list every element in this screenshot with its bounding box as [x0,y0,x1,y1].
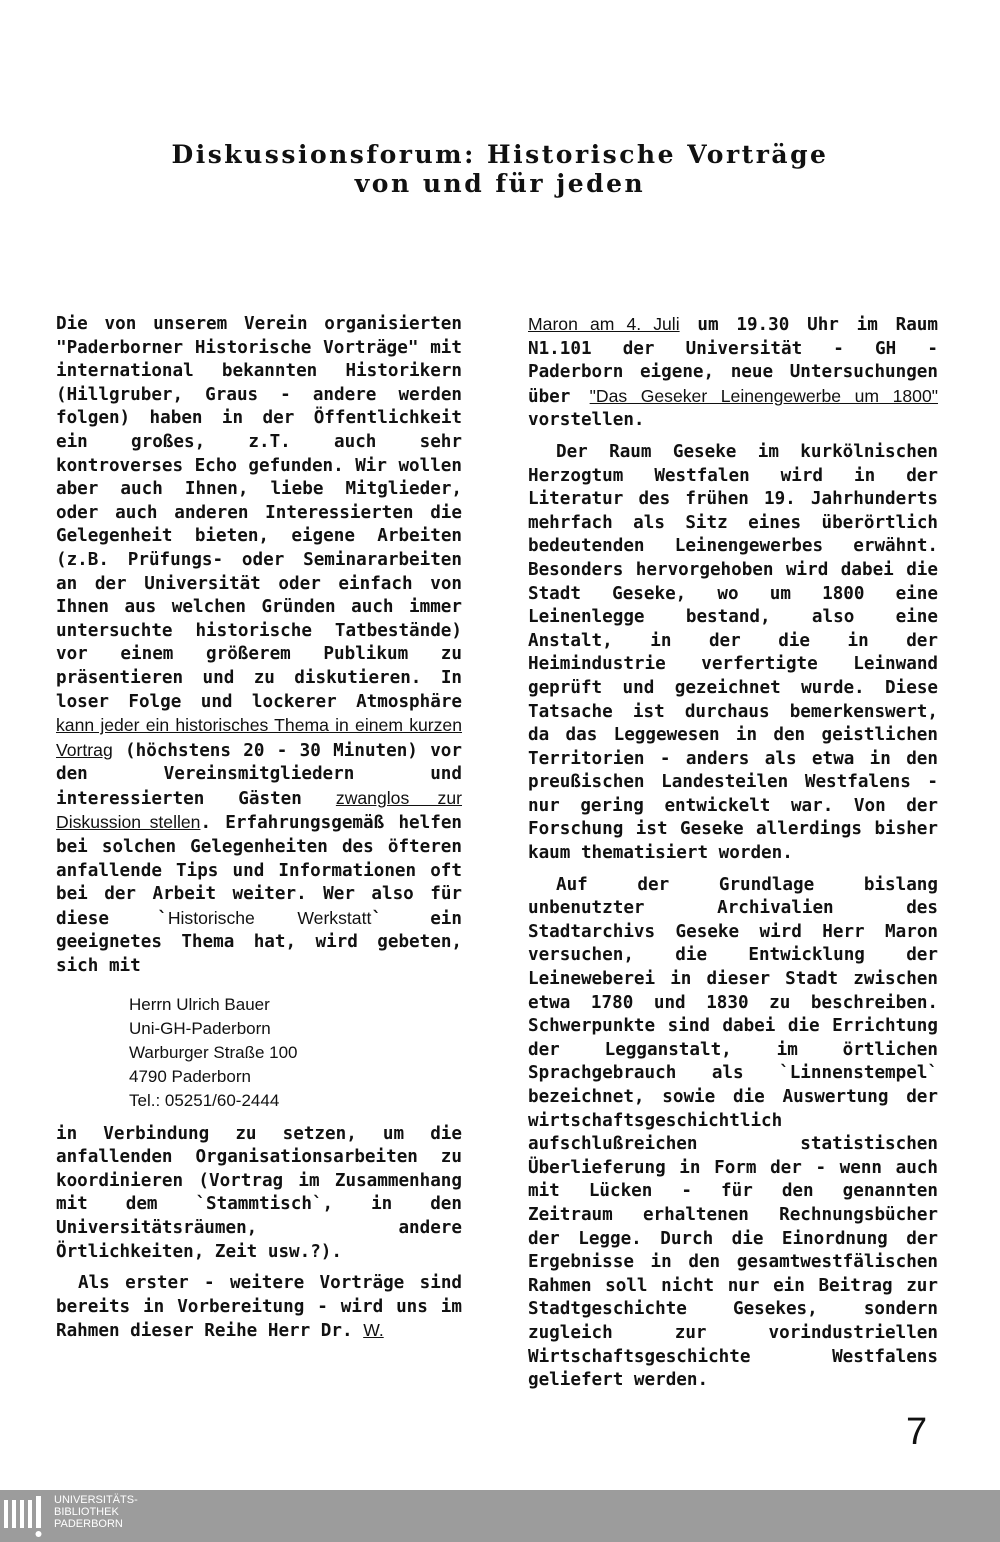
intro-paragraph [56,313,462,979]
historische-werkstatt-term: Historische Werkstatt [167,907,372,928]
contact-institution: Uni-GH-Paderborn [129,1018,271,1038]
article-title-line-2: von und für jeden [354,169,646,198]
talk-date-underlined: Maron am 4. Juli [528,314,680,334]
first-talk-paragraph [56,1272,462,1344]
talk-announcement-text-1: um 19.30 Uhr im Raum N1.101 der Universität - GH - Paderborn eigene, neue Untersuchungen über [528,315,938,407]
contact-name: Herrn Ulrich Bauer [129,994,270,1014]
library-label-line-1: UNIVERSITÄTS- [54,1494,138,1506]
geseke-background-paragraph: Der Raum Geseke im kurkölnischen Herzogtum Westfalen wird in der Literatur des frühen 19. Jahrhunderts mehrfach als Sitz eines überörtlich bedeutenden Leinengewerbes erwähnt. Besonders hervorgehoben wird dabei die Stadt Geseke, wo um 1800 eine Leinenlegge bestand, also eine Anstalt, in der die in der Heimindustrie verfertigte Leinwand geprüft und gezeichnet wurde. Diese Tatsache ist durchaus bemerkenswert, da das Leggewesen in den geistlichen Territorien - anders als etwa in den preußischen Landesteilen Westfalens - nur gering entwickelt war. Von der Forschung ist Geseke allerdings bisher kaum thematisiert worden. [528,441,938,864]
intro-text-part-2: (höchstens 20 - 30 Minuten) vor den Vereinsmitgliedern und interessierten Gästen [56,740,462,809]
research-plan-paragraph: Auf der Grundlage bislang unbenutzter Archivalien des Stadtarchivs Geseke wird Herr Maron versuchen, die Entwicklung der Leineweberei in dieser Stadt zwischen etwa 1780 und 1830 zu beschreiben. Schwerpunkte sind dabei die Errichtung der Legganstalt, im örtlichen Sprachgebrauch als `Linnenstempel` bezeichnet, sowie die Auswertung der wirtschaftsgeschichtlich aufschlußreichen statistischen Überlieferung in Form der - wenn auch mit Lücken - für den genannten Zeitraum erhaltenen Rechnungsbücher der Legge. Durch die Einordnung der Ergebnisse in den gesamtwestfälischen Rahmen soll nicht nur ein Beitrag zur Stadtgeschichte Gesekes, sondern zugleich zur vorindustriellen Wirtschaftsgeschichte Westfalens geliefert werden. [528,874,938,1391]
intro-underlined-phrase-2: zwanglos zur Diskussion stellen [56,787,462,833]
right-column [528,313,938,1393]
article-title-line-1: Diskussionsforum: Historische Vorträge [171,140,829,169]
contact-street: Warburger Straße 100 [129,1042,298,1062]
logo-bar-2 [12,1500,16,1528]
logo-dot [36,1531,42,1537]
talk-announcement-paragraph [528,313,938,433]
first-talk-text: Als erster - weitere Vorträge sind bereits in Vorbereitung - wird uns im Rahmen dieser Reihe Herr Dr. [56,1273,462,1342]
logo-bar-1 [4,1500,8,1528]
speaker-initial: W. [363,1320,384,1341]
intro-text-part-3: . Erfahrungsgemäß helfen bei solchen Gelegenheiten des öfteren anfallende Tips und Informationen oft bei der Arbeit weiter. Wer also für diese ` [56,813,462,929]
logo-bar-3 [20,1500,24,1528]
page-number: 7 [906,1411,928,1453]
article-title [40,140,960,198]
intro-text-part-4: ` ein geeignetes Thema hat, wird gebeten, sich mit [56,908,462,977]
logo-bar-4 [28,1500,32,1528]
intro-underlined-phrase-1: kann jeder ein historisches Thema in einem kurzen Vortrag [56,715,462,760]
contact-city: 4790 Paderborn [129,1066,251,1086]
contact-phone: Tel.: 05251/60-2444 [129,1090,280,1110]
logo-bar-5 [36,1496,41,1528]
left-column [56,313,462,1344]
library-label [54,1494,138,1530]
talk-title-underlined: "Das Geseker Leinengewerbe um 1800" [589,385,938,406]
library-label-line-2: BIBLIOTHEK [54,1506,119,1518]
intro-text-part-1: Die von unserem Verein organisierten "Paderborner Historische Vorträge" mit international bekannten Historikern (Hillgruber, Graus - andere werden folgen) haben in der Öffentlichkeit ein großes, z.T. auch sehr kontroverses Echo gefunden. Wir wollen aber auch Ihnen, liebe Mitglieder, oder auch anderen Interessierten die Gelegenheit bieten, eigene Arbeiten (z.B. Prüfungs- oder Seminararbeiten an der Universität oder einfach von Ihnen aus welchen Gründen auch immer untersuchte historische Tatbestände) vor einem größerem Publikum zu präsentieren und zu diskutieren. In loser Folge und lockerer Atmosphäre [56,314,462,712]
library-label-line-3: PADERBORN [54,1518,123,1530]
library-footer-bar [0,1490,1000,1542]
contact-address [129,993,462,1113]
talk-announcement-text-2: vorstellen. [528,410,645,431]
library-logo-icon [4,1494,44,1538]
coordination-paragraph: in Verbindung zu setzen, um die anfallenden Organisationsarbeiten zu koordinieren (Vortrag im Zusammenhang mit dem `Stammtisch`, in den Universitätsräumen, andere Örtlichkeiten, Zeit usw.?). [56,1123,462,1262]
